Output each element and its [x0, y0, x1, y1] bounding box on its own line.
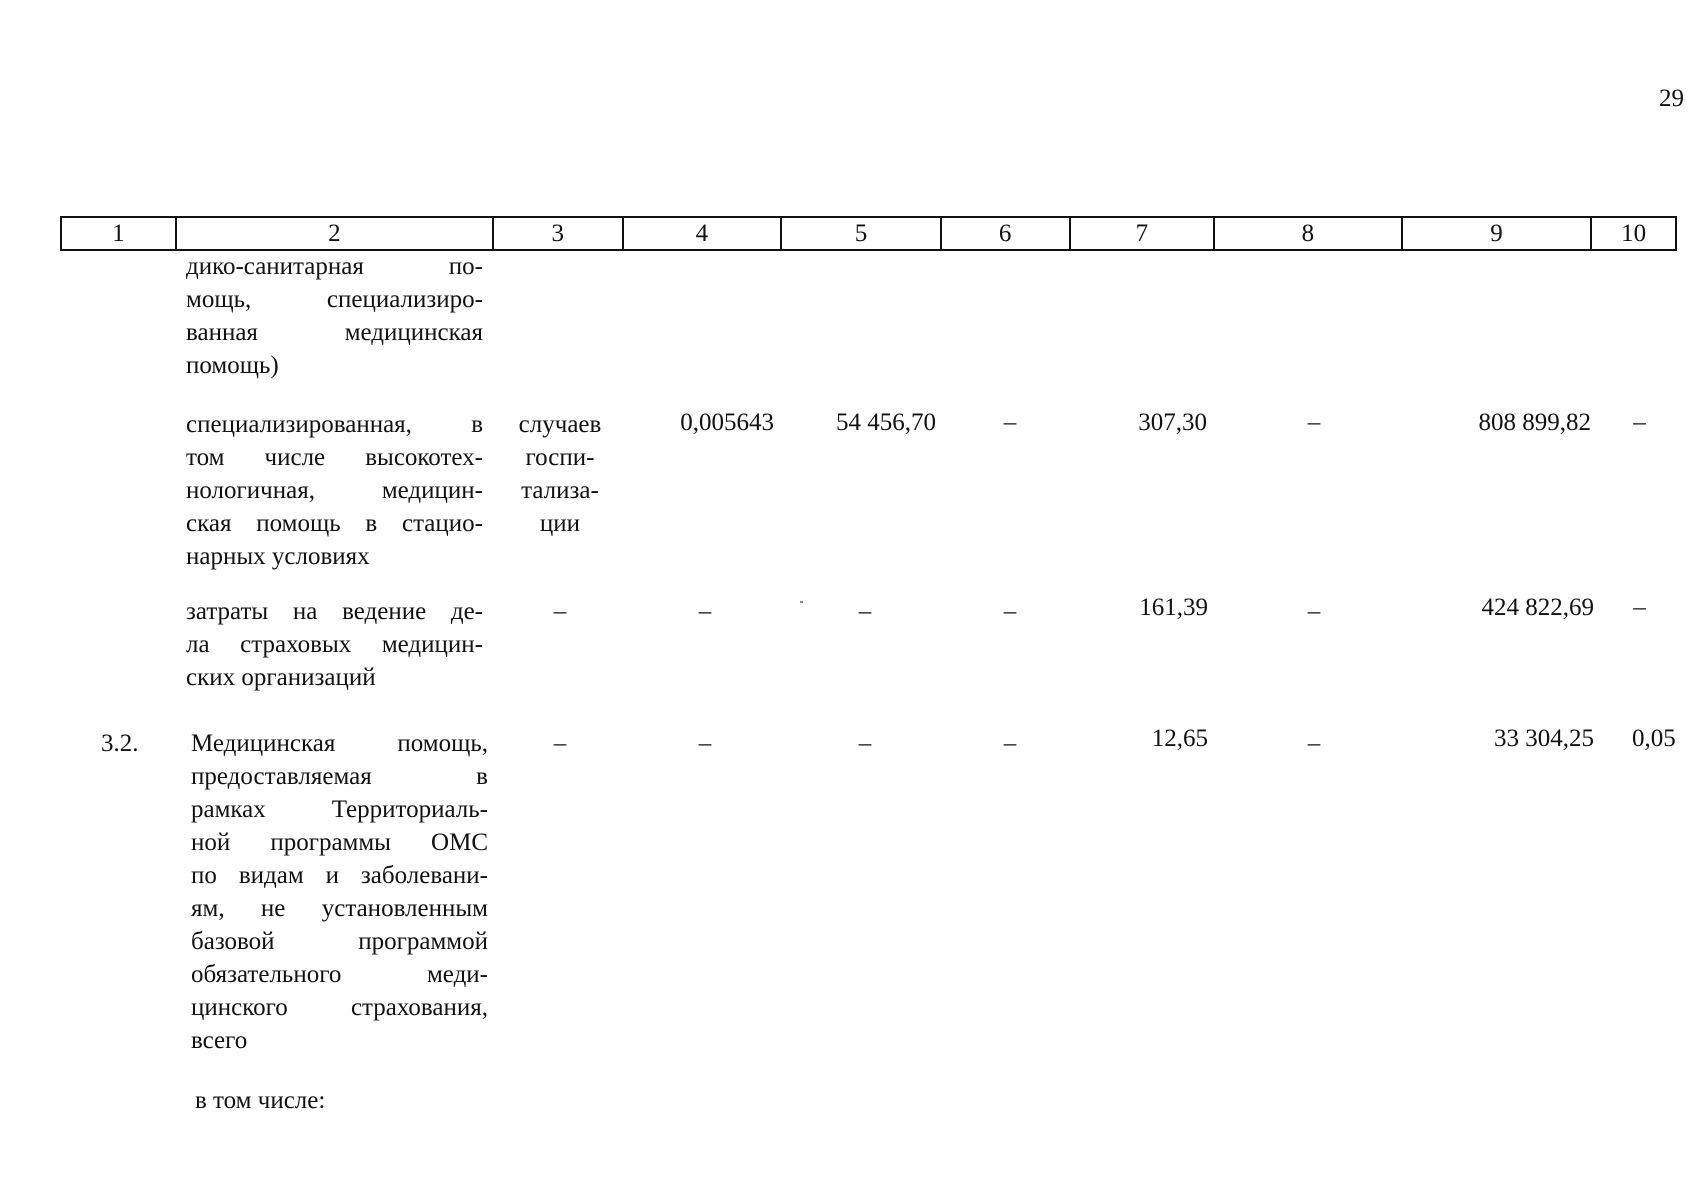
row-name-including	[195, 1084, 492, 1117]
row-name-line: дико-санитарная по-	[186, 253, 483, 280]
cell-col9: 808 899,82	[1478, 409, 1591, 436]
row-name-line: ских организаций	[186, 664, 376, 691]
column-number-10: 10	[1621, 220, 1647, 247]
row-name-line: том числе высокотех-	[186, 444, 483, 471]
row-name-line: обязательного меди-	[191, 961, 488, 988]
row-name-line: в том числе:	[195, 1087, 326, 1114]
row-unit-insurance-costs	[498, 595, 622, 628]
cell-col7: 161,39	[1139, 594, 1208, 621]
column-number-3: 3	[494, 218, 624, 249]
column-number-1: 1	[62, 218, 177, 249]
cell-col6: –	[1003, 598, 1017, 625]
row-name-insurance-costs	[186, 595, 483, 694]
row-name-line: помощь)	[186, 352, 279, 379]
row-name-territorial-program	[191, 727, 488, 1057]
unit-line: ции	[539, 510, 581, 537]
row-name-line: специализированная, в	[186, 411, 483, 438]
row-name-continuation	[186, 250, 483, 382]
column-number-8: 8	[1215, 218, 1403, 249]
row-name-line: предоставляемая в	[191, 763, 488, 790]
cell-col4: –	[698, 730, 712, 757]
column-number-6: 6	[942, 218, 1071, 249]
unit-line: тализа-	[521, 477, 599, 504]
cell-col10: 0,05	[1632, 725, 1676, 752]
row-name-line: ям, не установленным	[191, 895, 488, 922]
unit-line: –	[553, 730, 567, 757]
row-name-line: нологичная, медицин-	[186, 477, 483, 504]
row-name-line: нарных условиях	[186, 543, 370, 570]
row-name-line: Медицинская помощь,	[191, 730, 488, 757]
row-name-line: мощь, специализиро-	[186, 286, 483, 313]
column-number-header	[60, 216, 1677, 251]
cell-col10: –	[1633, 409, 1646, 436]
column-number-7: 7	[1071, 218, 1216, 249]
row-name-line: цинского страхования,	[191, 994, 488, 1021]
page-number: 29	[1659, 85, 1684, 112]
cell-col9: 33 304,25	[1494, 725, 1594, 752]
cell-col10: –	[1633, 594, 1646, 621]
cell-col7: 307,30	[1138, 409, 1207, 436]
row-name-line: ной программы ОМС	[191, 829, 488, 856]
cell-col4: –	[698, 598, 712, 625]
unit-line: –	[553, 598, 567, 625]
cell-col8: –	[1307, 598, 1321, 625]
row-name-line: рамках Территориаль-	[191, 796, 488, 823]
row-unit-specialized-care	[498, 408, 622, 540]
row-name-line: всего	[191, 1027, 248, 1054]
row-name-line: ская помощь в стацио-	[186, 510, 483, 537]
row-name-line: затраты на ведение де-	[186, 598, 483, 625]
scan-speck	[800, 601, 803, 603]
unit-line: случаев	[518, 411, 602, 438]
unit-line: госпи-	[525, 444, 595, 471]
cell-col6: –	[1003, 409, 1017, 436]
column-number-9: 9	[1403, 218, 1593, 249]
cell-col8: –	[1307, 409, 1321, 436]
cell-col4: 0,005643	[680, 409, 774, 436]
column-number-5: 5	[782, 218, 942, 249]
row-name-specialized-care	[186, 408, 483, 573]
cell-col5: –	[858, 598, 872, 625]
row-name-line: по видам и заболевани-	[191, 862, 488, 889]
column-number-4: 4	[624, 218, 783, 249]
cell-col6: –	[1003, 730, 1017, 757]
row-name-line: ванная медицинская	[186, 319, 483, 346]
row-unit-territorial-program	[498, 727, 622, 760]
cell-col7: 12,65	[1151, 725, 1208, 752]
cell-col5: 54 456,70	[836, 409, 936, 436]
cell-col8: –	[1307, 730, 1321, 757]
column-number-2: 2	[177, 218, 494, 249]
cell-col9: 424 822,69	[1481, 594, 1594, 621]
row-number: 3.2.	[101, 730, 139, 757]
cell-col5: –	[858, 730, 872, 757]
row-name-line: ла страховых медицин-	[186, 631, 483, 658]
row-name-line: базовой программой	[191, 928, 488, 955]
